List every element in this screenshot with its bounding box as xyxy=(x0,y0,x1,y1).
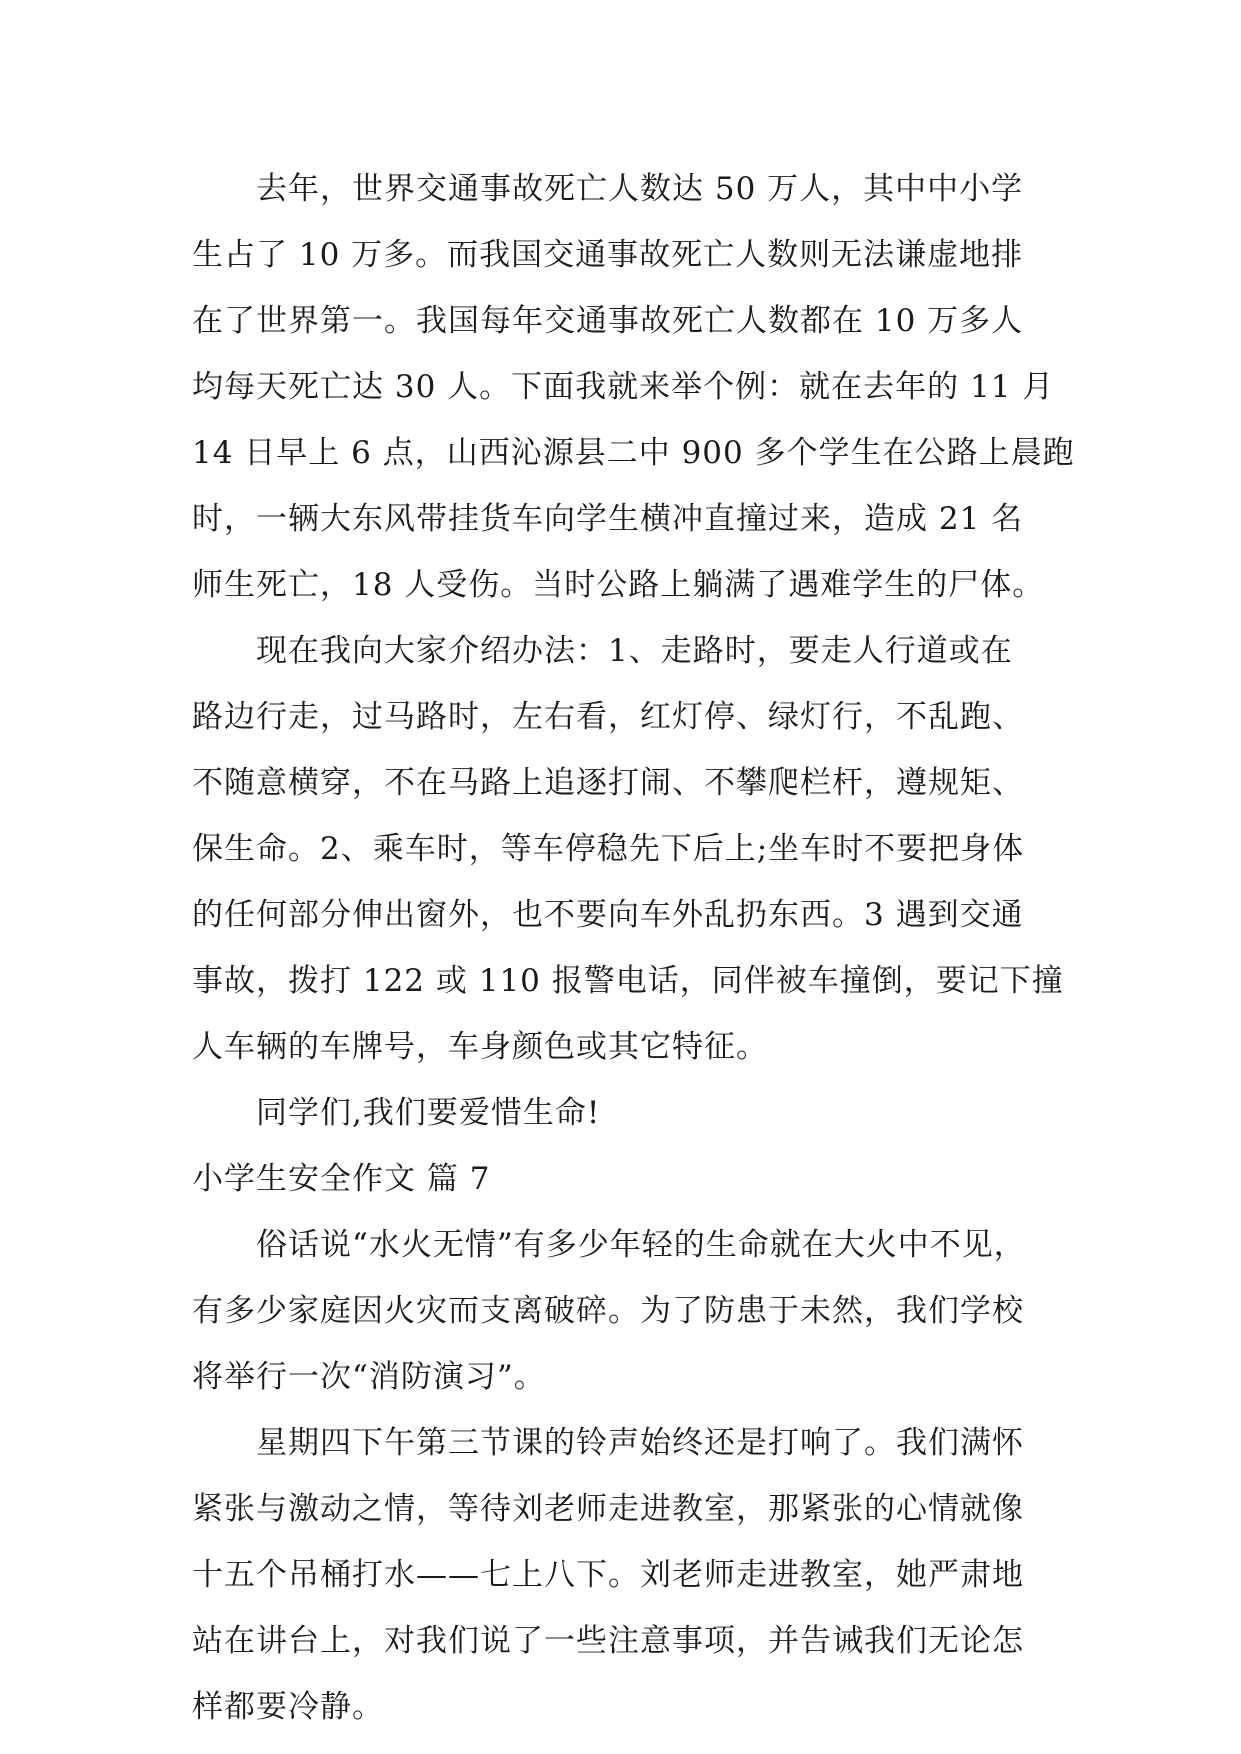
text-line: 14 日早上 6 点，山西沁源县二中 900 多个学生在公路上晨跑 xyxy=(192,435,1075,471)
paragraph xyxy=(192,1410,1072,1740)
text-line: 将举行一次“消防演习”。 xyxy=(192,1359,546,1395)
text-line: 在了世界第一。我国每年交通事故死亡人数都在 10 万多人 xyxy=(192,303,1024,339)
text-line: 保生命。2、乘车时，等车停稳先下后上;坐车时不要把身体 xyxy=(192,831,1025,867)
text-line: 样都要冷静。 xyxy=(192,1689,384,1725)
section-heading xyxy=(192,1146,1072,1212)
paragraph xyxy=(192,1080,1072,1146)
text-line: 去年，世界交通事故死亡人数达 50 万人，其中中小学 xyxy=(256,171,1024,207)
paragraph xyxy=(192,618,1072,1080)
text-line: 事故，拨打 122 或 110 报警电话，同伴被车撞倒，要记下撞 xyxy=(192,963,1064,999)
text-line: 同学们,我们要爱惜生命! xyxy=(256,1095,601,1131)
text-line: 不随意横穿，不在马路上追逐打闹、不攀爬栏杆，遵规矩、 xyxy=(192,765,1024,801)
text-line: 的任何部分伸出窗外，也不要向车外乱扔东西。3 遇到交通 xyxy=(192,897,1024,933)
document-body xyxy=(192,156,1075,1740)
text-line: 均每天死亡达 30 人。下面我就来举个例：就在去年的 11 月 xyxy=(192,369,1055,405)
text-line: 俗话说“水火无情”有多少年轻的生命就在大火中不见， xyxy=(256,1227,1026,1263)
text-line: 紧张与激动之情，等待刘老师走进教室，那紧张的心情就像 xyxy=(192,1491,1024,1527)
text-line: 生占了 10 万多。而我国交通事故死亡人数则无法谦虚地排 xyxy=(192,237,1024,273)
text-line: 小学生安全作文 篇 7 xyxy=(192,1161,491,1197)
text-line: 时，一辆大东风带挂货车向学生横冲直撞过来，造成 21 名 xyxy=(192,501,1024,537)
paragraph xyxy=(192,156,1075,618)
text-line: 人车辆的车牌号，车身颜色或其它特征。 xyxy=(192,1029,768,1065)
text-line: 星期四下午第三节课的铃声始终还是打响了。我们满怀 xyxy=(256,1425,1024,1461)
text-line: 有多少家庭因火灾而支离破碎。为了防患于未然，我们学校 xyxy=(192,1293,1024,1329)
paragraph xyxy=(192,1212,1072,1410)
text-line: 师生死亡，18 人受伤。当时公路上躺满了遇难学生的尸体。 xyxy=(192,567,1045,603)
text-line: 现在我向大家介绍办法：1、走路时，要走人行道或在 xyxy=(256,633,1013,669)
text-line: 路边行走，过马路时，左右看，红灯停、绿灯行，不乱跑、 xyxy=(192,699,1024,735)
text-line: 十五个吊桶打水——七上八下。刘老师走进教室，她严肃地 xyxy=(192,1557,1024,1593)
text-line: 站在讲台上，对我们说了一些注意事项，并告诫我们无论怎 xyxy=(192,1623,1024,1659)
